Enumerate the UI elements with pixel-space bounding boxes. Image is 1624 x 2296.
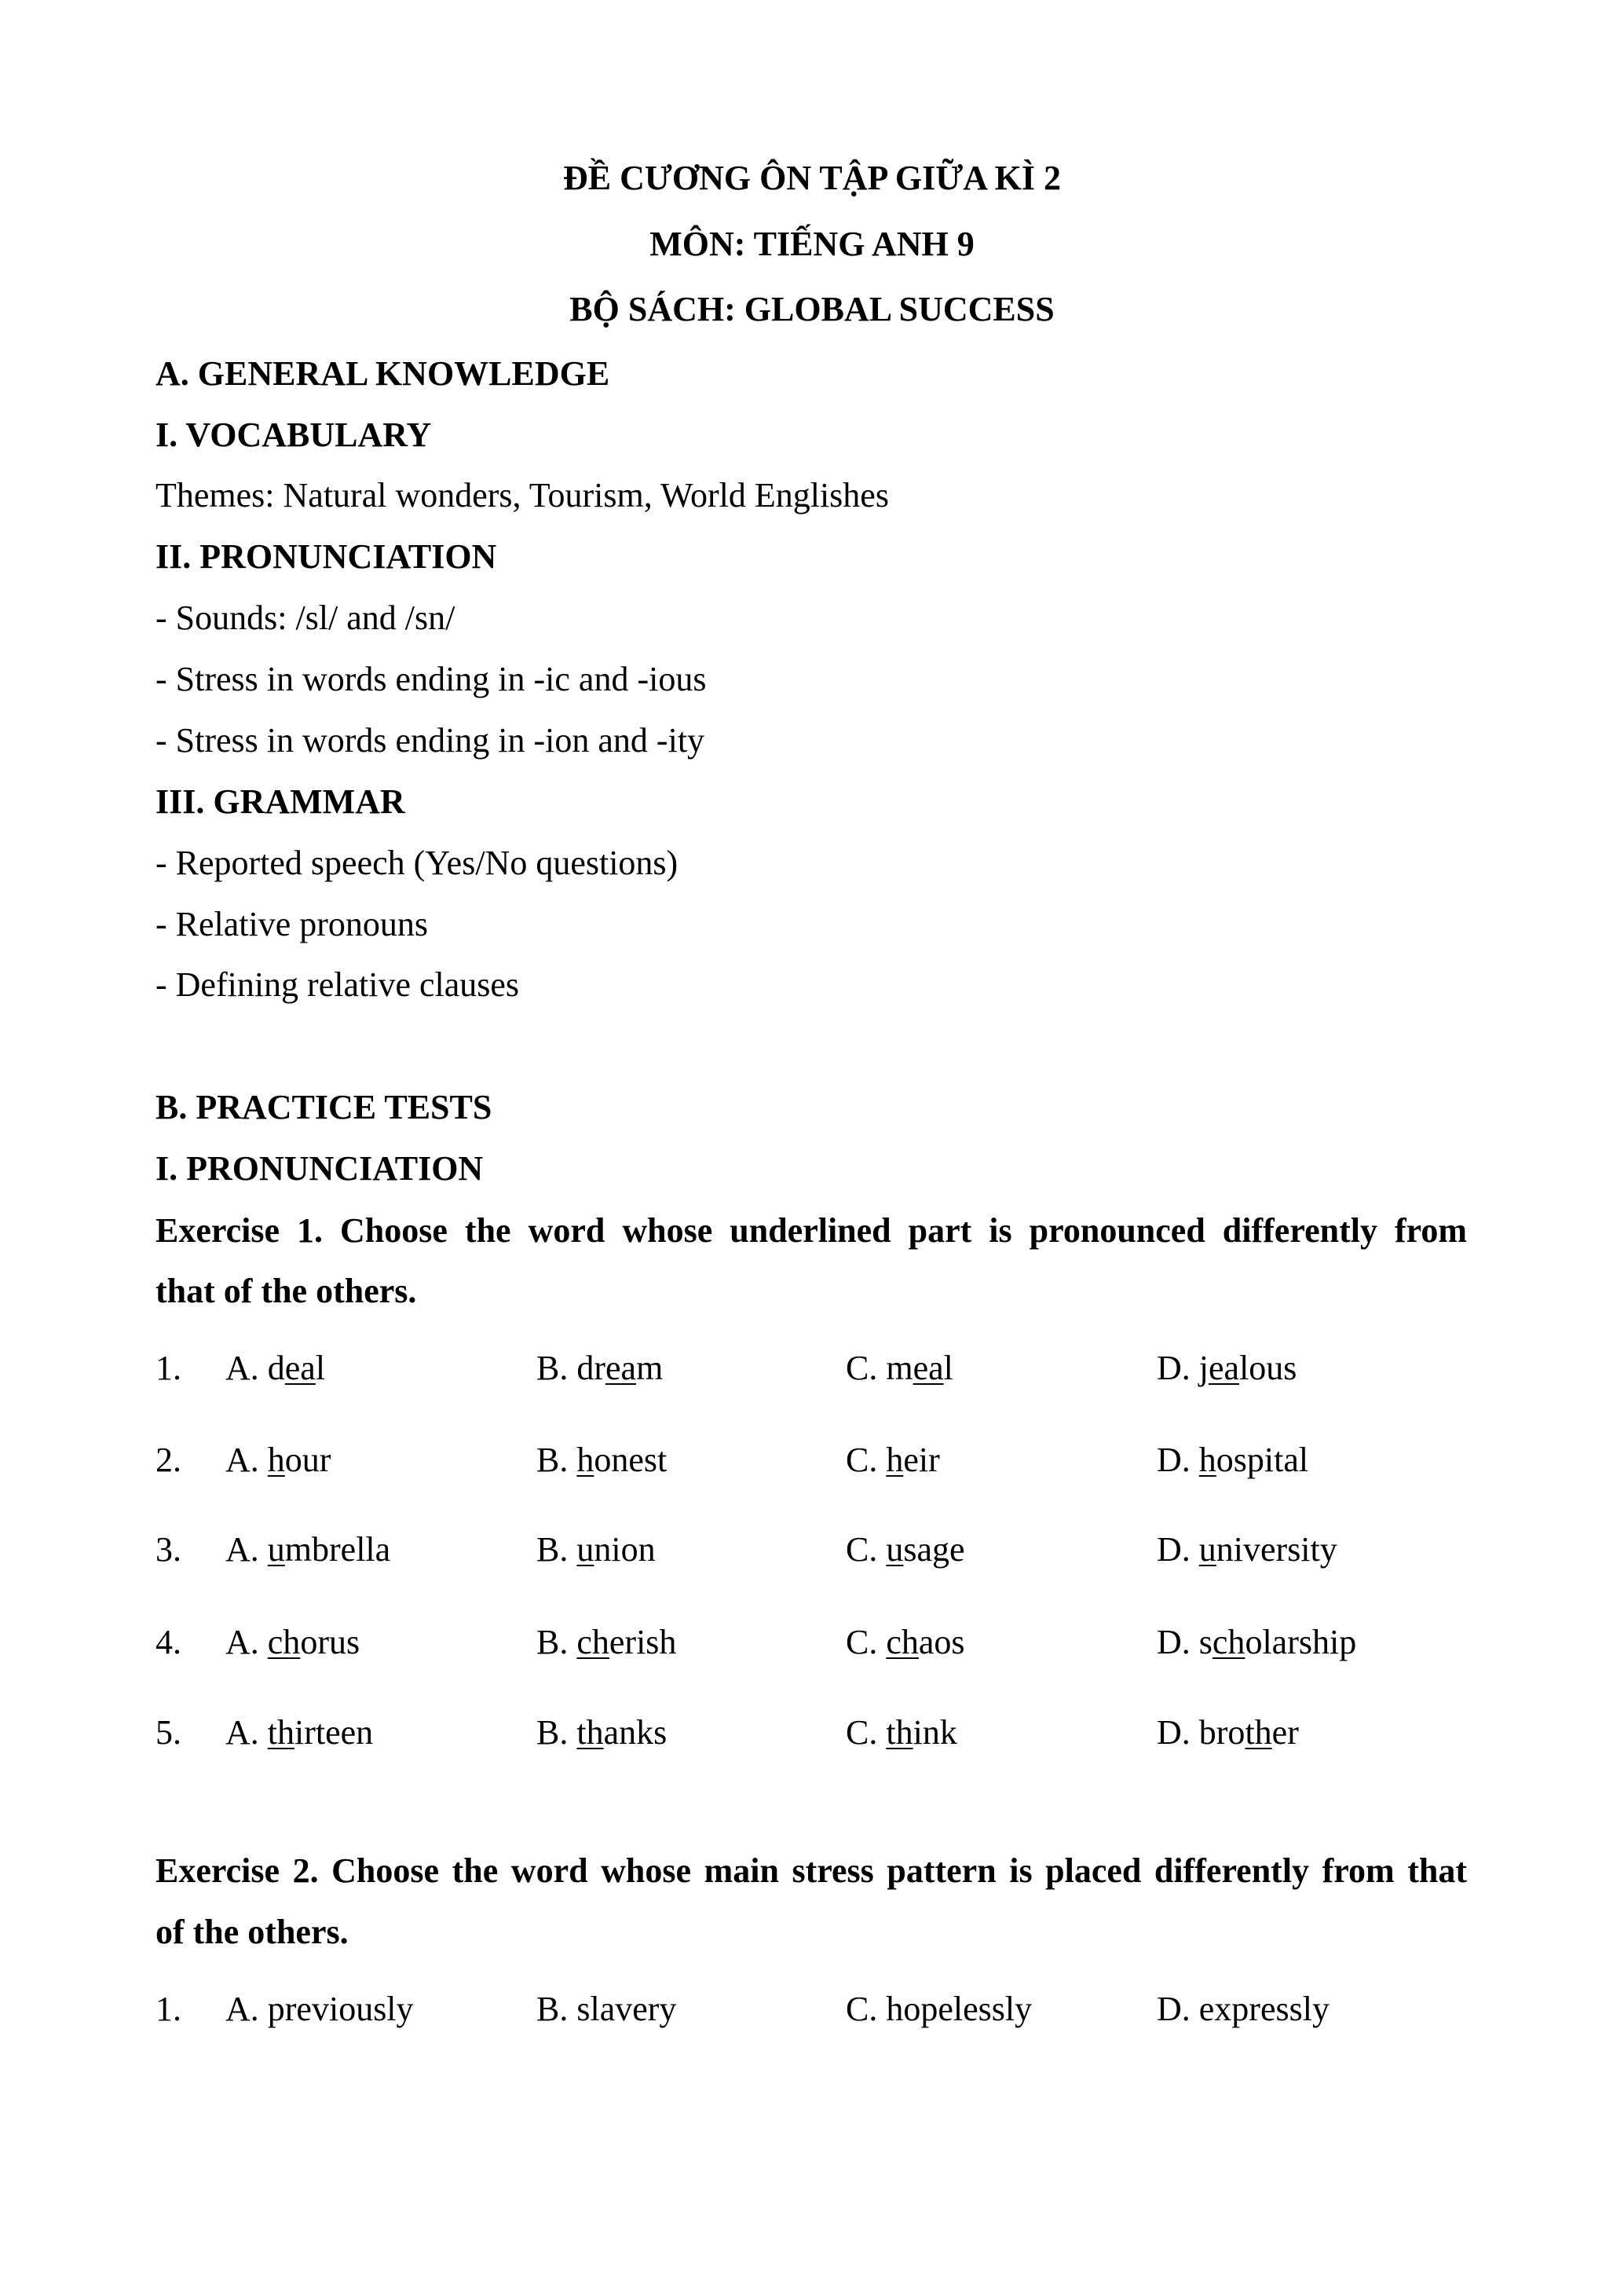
- question-number: 3.: [155, 1530, 181, 1569]
- option-word-part: d: [267, 1349, 285, 1387]
- section-a-heading: A. GENERAL KNOWLEDGE: [155, 354, 610, 393]
- option-word-part: aos: [918, 1623, 965, 1661]
- option-word-part: erish: [609, 1623, 677, 1661]
- pronunciation-item: - Stress in words ending in -ion and -ity: [155, 721, 705, 760]
- question-row: [0, 1351, 1624, 1386]
- option-word-part: s: [1198, 1623, 1213, 1661]
- option-word-part: er: [1271, 1713, 1299, 1752]
- option-underlined-part: u: [267, 1530, 285, 1569]
- option-underlined-part: h: [1198, 1441, 1216, 1479]
- answer-option: [1157, 1992, 1330, 2027]
- option-label: A.: [225, 1441, 268, 1479]
- option-word: hopelessly: [886, 1990, 1033, 2028]
- answer-option: [846, 1992, 1032, 2027]
- question-row: [0, 1713, 1624, 1752]
- question-number: 1.: [155, 1990, 181, 2028]
- pronunciation-item: - Sounds: /sl/ and /sn/: [155, 599, 455, 637]
- option-label: B.: [536, 1530, 577, 1569]
- option-label: A.: [225, 1990, 268, 2028]
- option-word-part: nion: [594, 1530, 656, 1569]
- option-label: B.: [536, 1990, 577, 2028]
- grammar-item: - Reported speech (Yes/No questions): [155, 844, 678, 882]
- option-underlined-part: th: [886, 1713, 913, 1752]
- exercise-1-instruction: [155, 1211, 1467, 1250]
- option-underlined-part: h: [886, 1441, 904, 1479]
- option-label: A.: [225, 1713, 268, 1752]
- option-label: C.: [846, 1623, 887, 1661]
- question-row: [0, 1443, 1624, 1478]
- question-row: [0, 1625, 1624, 1660]
- answer-option: [536, 1713, 668, 1752]
- exercise-1-instruction-line-1: Exercise 1. Choose the word whose underlined part is pronounced differently from: [155, 1211, 1467, 1250]
- option-word-part: bro: [1198, 1713, 1245, 1752]
- question-number: 4.: [155, 1623, 181, 1661]
- answer-option: [1157, 1351, 1297, 1386]
- option-underlined-part: ch: [267, 1623, 301, 1661]
- answer-option: [846, 1532, 965, 1567]
- option-label: A.: [225, 1530, 268, 1569]
- option-underlined-part: ea: [1209, 1349, 1240, 1387]
- document-title-line-3: BỘ SÁCH: GLOBAL SUCCESS: [569, 290, 1055, 328]
- exercise-2-instruction: [155, 1851, 1467, 1890]
- question-row: [0, 1532, 1624, 1567]
- answer-option: [225, 1713, 374, 1752]
- option-word-part: m: [636, 1349, 664, 1387]
- option-label: B.: [536, 1349, 577, 1387]
- vocabulary-heading: I. VOCABULARY: [155, 416, 432, 454]
- option-underlined-part: th: [576, 1713, 604, 1752]
- option-underlined-part: ea: [284, 1349, 316, 1387]
- option-label: D.: [1157, 1623, 1199, 1661]
- exercise-1-instruction-line-2: that of the others.: [155, 1272, 417, 1310]
- answer-option: [846, 1713, 957, 1752]
- option-word-part: our: [284, 1441, 331, 1479]
- option-label: C.: [846, 1441, 887, 1479]
- answer-option: [1157, 1532, 1337, 1567]
- option-underlined-part: u: [886, 1530, 904, 1569]
- option-word-part: olarship: [1245, 1623, 1357, 1661]
- option-word-part: dr: [576, 1349, 606, 1387]
- answer-option: [536, 1351, 663, 1386]
- option-word-part: j: [1198, 1349, 1209, 1387]
- answer-option: [846, 1351, 953, 1386]
- option-underlined-part: ea: [913, 1349, 944, 1387]
- option-label: D.: [1157, 1349, 1199, 1387]
- grammar-item: - Relative pronouns: [155, 905, 429, 943]
- option-label: D.: [1157, 1990, 1199, 2028]
- option-label: C.: [846, 1530, 887, 1569]
- answer-option: [225, 1625, 360, 1660]
- pronunciation-item: - Stress in words ending in -ic and -ious: [155, 660, 707, 698]
- section-b-heading: B. PRACTICE TESTS: [155, 1088, 492, 1126]
- option-word-part: irteen: [294, 1713, 374, 1752]
- question-row: [0, 1992, 1624, 2027]
- answer-option: [1157, 1625, 1356, 1660]
- option-word-part: ink: [913, 1713, 957, 1752]
- answer-option: [1157, 1443, 1308, 1478]
- option-label: B.: [536, 1623, 577, 1661]
- option-label: C.: [846, 1349, 887, 1387]
- option-word-part: lous: [1239, 1349, 1297, 1387]
- answer-option: [225, 1532, 390, 1567]
- option-word-part: eir: [903, 1441, 940, 1479]
- answer-option: [225, 1992, 414, 2027]
- option-word-part: ospital: [1216, 1441, 1309, 1479]
- option-word: slavery: [576, 1990, 677, 2028]
- option-underlined-part: u: [576, 1530, 594, 1569]
- document-title-line-1: ĐỀ CƯƠNG ÔN TẬP GIỮA KÌ 2: [563, 159, 1061, 197]
- question-number: 5.: [155, 1713, 181, 1752]
- option-underlined-part: ch: [1212, 1623, 1245, 1661]
- option-word-part: sage: [903, 1530, 965, 1569]
- answer-option: [536, 1625, 676, 1660]
- question-number: 1.: [155, 1349, 181, 1387]
- option-underlined-part: th: [1245, 1713, 1272, 1752]
- option-underlined-part: h: [576, 1441, 594, 1479]
- option-label: B.: [536, 1713, 577, 1752]
- option-underlined-part: th: [267, 1713, 295, 1752]
- answer-option: [225, 1351, 325, 1386]
- option-label: A.: [225, 1623, 268, 1661]
- option-word-part: m: [886, 1349, 913, 1387]
- question-number: 2.: [155, 1441, 181, 1479]
- option-word-part: anks: [603, 1713, 668, 1752]
- answer-option: [536, 1532, 656, 1567]
- answer-option: [846, 1625, 965, 1660]
- grammar-item: - Defining relative clauses: [155, 965, 520, 1004]
- option-label: D.: [1157, 1713, 1199, 1752]
- option-label: A.: [225, 1349, 268, 1387]
- pronunciation-heading: II. PRONUNCIATION: [155, 537, 497, 576]
- option-underlined-part: ch: [886, 1623, 919, 1661]
- option-underlined-part: ea: [605, 1349, 637, 1387]
- grammar-heading: III. GRAMMAR: [155, 782, 405, 821]
- option-word-part: mbrella: [284, 1530, 391, 1569]
- option-word-part: onest: [594, 1441, 668, 1479]
- answer-option: [225, 1443, 331, 1478]
- vocabulary-themes: Themes: Natural wonders, Tourism, World Englishes: [155, 476, 889, 514]
- document-title-line-2: MÔN: TIẾNG ANH 9: [649, 225, 975, 263]
- option-underlined-part: h: [267, 1441, 285, 1479]
- option-label: C.: [846, 1990, 887, 2028]
- option-label: D.: [1157, 1530, 1199, 1569]
- answer-option: [846, 1443, 940, 1478]
- option-word-part: niversity: [1216, 1530, 1337, 1569]
- option-label: C.: [846, 1713, 887, 1752]
- option-underlined-part: ch: [576, 1623, 609, 1661]
- option-word-part: l: [943, 1349, 953, 1387]
- option-label: B.: [536, 1441, 577, 1479]
- answer-option: [1157, 1713, 1299, 1752]
- answer-option: [536, 1443, 667, 1478]
- option-word-part: orus: [300, 1623, 360, 1661]
- option-word: previously: [267, 1990, 414, 2028]
- option-underlined-part: u: [1198, 1530, 1216, 1569]
- exercise-2-instruction-line-2: of the others.: [155, 1913, 349, 1951]
- option-word: expressly: [1198, 1990, 1330, 2028]
- practice-pronunciation-heading: I. PRONUNCIATION: [155, 1149, 484, 1188]
- option-label: D.: [1157, 1441, 1199, 1479]
- exercise-2-instruction-line-1: Exercise 2. Choose the word whose main stress pattern is placed differently from that: [155, 1851, 1467, 1890]
- answer-option: [536, 1992, 676, 2027]
- option-word-part: l: [315, 1349, 326, 1387]
